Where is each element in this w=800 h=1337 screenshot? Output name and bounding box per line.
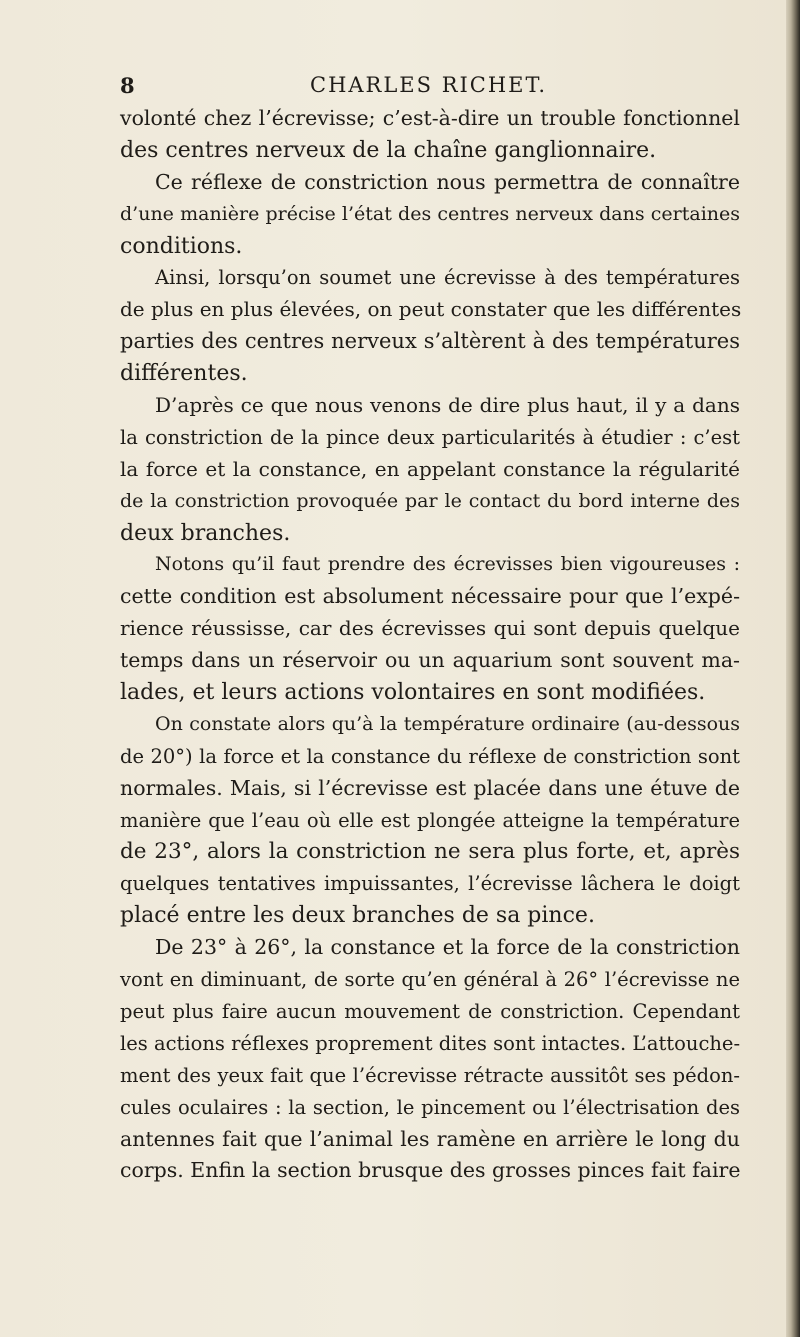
text-line: cette condition est absolument nécessaire pour que l’expé-: [120, 584, 740, 609]
text-line: cules oculaires : la section, le pincement ou l’électrisation des: [120, 1095, 740, 1119]
text-line: De 23° à 26°, la constance et la force de la constriction: [155, 935, 740, 960]
text-line: la force et la constance, en appelant constance la régularité: [120, 456, 740, 481]
text-line: de 20°) la force et la constance du réflexe de constriction sont: [120, 744, 740, 768]
page-header: [120, 73, 740, 103]
text-line: placé entre les deux branches de sa pince.: [120, 903, 595, 929]
text-line: D’après ce que nous venons de dire plus haut, il y a dans: [155, 393, 740, 418]
body-text: [120, 103, 740, 1187]
text-line: manière que l’eau où elle est plongée atteigne la température: [120, 808, 740, 832]
text-line: ment des yeux fait que l’écrevisse rétracte aussitôt ses pédon-: [120, 1063, 740, 1087]
text-line: de plus en plus élevées, on peut constater que les différentes: [120, 297, 742, 322]
text-line: lades, et leurs actions volontaires en sont modifiées.: [120, 680, 706, 706]
text-line: des centres nerveux de la chaîne ganglionnaire.: [120, 137, 657, 163]
text-line: différentes.: [120, 361, 248, 387]
text-line: parties des centres nerveux s’altèrent à des températures: [120, 329, 740, 354]
text-line: Notons qu’il faut prendre des écrevisses bien vigoureuses :: [155, 553, 740, 576]
text-line: normales. Mais, si l’écrevisse est placée dans une étuve de: [120, 775, 740, 800]
page-number: 8: [120, 73, 135, 98]
page-edge-shadow: [786, 0, 800, 1337]
text-line: antennes fait que l’animal les ramène en arrière le long du: [120, 1126, 740, 1151]
text-line: Ce réflexe de constriction nous permettra de connaître: [155, 169, 740, 194]
text-line: peut plus faire aucun mouvement de constriction. Cependant: [120, 999, 740, 1023]
text-line: rience réussisse, car des écrevisses qui sont depuis quelque: [120, 616, 740, 641]
text-line: conditions.: [120, 233, 243, 259]
text-line: les actions réflexes proprement dites sont intactes. L’attouche-: [120, 1031, 741, 1055]
text-line: vont en diminuant, de sorte qu’en général à 26° l’écrevisse ne: [120, 968, 740, 992]
text-line: deux branches.: [120, 520, 291, 546]
text-line: la constriction de la pince deux particularités à étudier : c’est: [120, 425, 740, 449]
text-line: de 23°, alors la constriction ne sera plus forte, et, après: [120, 839, 740, 865]
text-line: quelques tentatives impuissantes, l’écrevisse lâchera le doigt: [120, 872, 740, 896]
text-line: On constate alors qu’à la température ordinaire (au-dessous: [155, 712, 740, 735]
text-line: temps dans un réservoir ou un aquarium sont souvent ma-: [120, 648, 740, 673]
text-line: Ainsi, lorsqu’on soumet une écrevisse à des températures: [155, 266, 740, 290]
running-head: CHARLES RICHET.: [310, 73, 548, 97]
text-line: d’une manière précise l’état des centres nerveux dans certaines: [120, 202, 740, 225]
text-line: volonté chez l’écrevisse; c’est-à-dire un trouble fonctionnel: [120, 106, 740, 130]
text-line: corps. Enfin la section brusque des grosses pinces fait faire: [120, 1158, 741, 1183]
text-line: de la constriction provoquée par le contact du bord interne des: [120, 489, 740, 512]
